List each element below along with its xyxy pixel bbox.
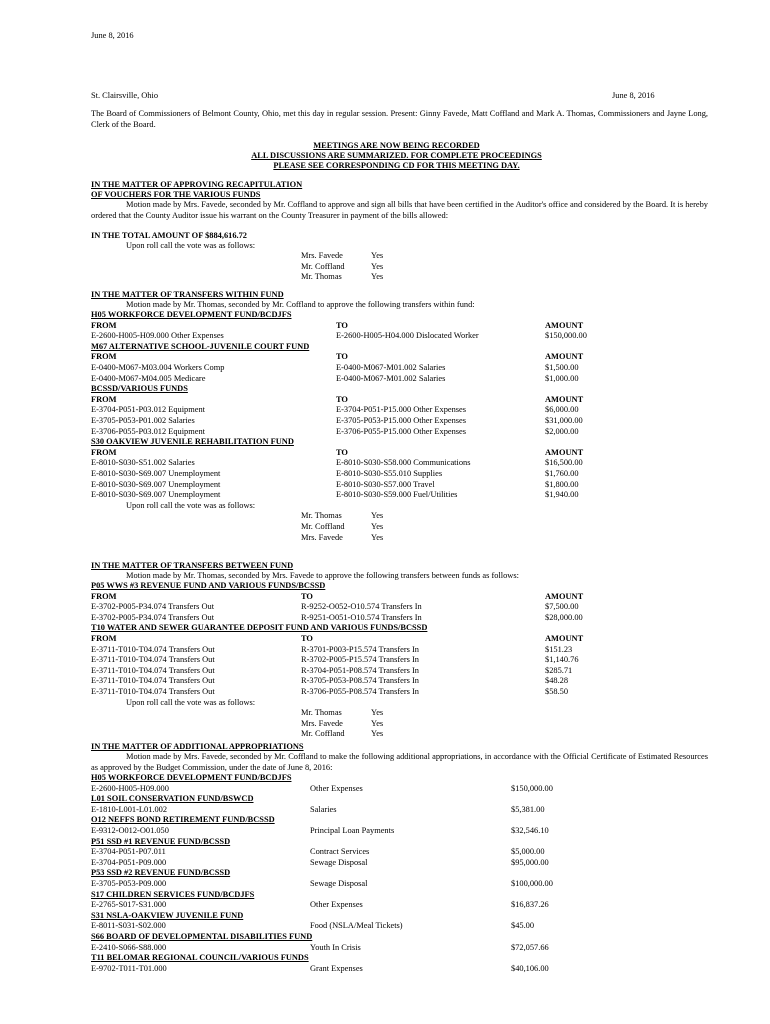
s2-cell: E-3706-P055-P15.000 Other Expenses	[336, 426, 467, 436]
s2-header-cell: FROM	[91, 447, 117, 457]
s3-cell: E-3711-T010-T04.074 Transfers Out	[91, 676, 215, 686]
s1-vote-value: Yes	[371, 261, 384, 271]
s4-cell: $100,000.00	[511, 879, 553, 888]
s2-vote-value: Yes	[371, 511, 384, 521]
s3-cell: E-3702-P005-P34.074 Transfers Out	[91, 602, 215, 612]
s4-cell: E-3704-P051-P07.011	[91, 847, 166, 857]
s3-cell: $1,140.76	[545, 655, 579, 665]
s4-cell: $5,000.00	[511, 847, 545, 857]
s2-column-header	[91, 448, 731, 459]
s1-vote-value: Yes	[371, 251, 384, 260]
s4-table-row	[91, 900, 731, 911]
s3-cell: $58.50	[545, 687, 569, 696]
s4-fund-title: S17 CHILDREN SERVICES FUND/BCDJFS	[91, 889, 255, 899]
s2-motion: Motion made by Mr. Thomas, seconded by Mr. Coffland to approve the following transfers within fund:	[126, 300, 475, 309]
s3-vote-value: Yes	[371, 718, 384, 728]
s3-table-row	[91, 602, 731, 613]
s4-cell: Sewage Disposal	[310, 879, 368, 888]
s1-voter-name: Mrs. Favede	[301, 251, 343, 260]
s4-table-row	[91, 826, 731, 837]
s3-cell: $48.28	[545, 676, 569, 686]
s3-cell: R-3704-P051-P08.574 Transfers In	[301, 665, 419, 675]
s2-cell: E-2600-H005-H09.000 Other Expenses	[91, 331, 224, 341]
s4-cell: $40,106.00	[511, 963, 549, 973]
s2-table-row	[91, 331, 731, 342]
s4-cell: E-2600-H005-H09.000	[91, 783, 169, 793]
s3-cell: E-3702-P005-P34.074 Transfers Out	[91, 612, 215, 622]
s3-cell: R-3706-P055-P08.574 Transfers In	[301, 687, 419, 696]
s4-cell: Salaries	[310, 804, 337, 814]
s2-cell: E-0400-M067-M01.002 Salaries	[336, 373, 446, 383]
s4-cell: Youth In Crisis	[310, 942, 361, 952]
s4-table-row	[91, 847, 731, 858]
s2-column-header	[91, 352, 731, 363]
s4-cell: $72,057.66	[511, 942, 549, 952]
s2-cell: E-8010-S030-S51.002 Salaries	[91, 458, 195, 468]
s3-heading: IN THE MATTER OF TRANSFERS BETWEEN FUND	[91, 561, 294, 570]
intro-paragraph: The Board of Commissioners of Belmont County, Ohio, met this day in regular session. Present: Ginny Favede, Matt Coffland and Mark A. Thomas, Commissioners and Jayne Long, Clerk of the Board.	[91, 109, 708, 129]
s4-fund-title: P51 SSD #1 REVENUE FUND/BCSSD	[91, 836, 231, 846]
running-header-date: June 8, 2016	[91, 31, 134, 40]
s3-column-header	[91, 634, 731, 645]
s2-cell: E-3704-P051-P15.000 Other Expenses	[336, 405, 467, 415]
s4-cell: E-8011-S031-S02.000	[91, 921, 166, 931]
s4-table-row	[91, 921, 731, 932]
s3-voter-name: Mrs. Favede	[301, 718, 343, 728]
s2-cell: E-0400-M067-M04.005 Medicare	[91, 373, 206, 383]
s2-cell: E-3705-P053-P01.002 Salaries	[91, 416, 195, 425]
s4-table-row	[91, 784, 731, 795]
s4-cell: $95,000.00	[511, 857, 549, 867]
s4-fund-title: O12 NEFFS BOND RETIREMENT FUND/BCSSD	[91, 815, 275, 825]
s3-header-cell: FROM	[91, 591, 117, 601]
s3-table-row	[91, 655, 731, 666]
meeting-date: June 8, 2016	[612, 91, 655, 100]
s3-cell: R-3701-P003-P15.574 Transfers In	[301, 644, 419, 654]
s4-cell: E-3704-P051-P09.000	[91, 857, 167, 867]
s2-cell: E-8010-S030-S69.007 Unemployment	[91, 469, 221, 478]
notice-line-1: MEETINGS ARE NOW BEING RECORDED	[313, 141, 480, 150]
s4-fund-title: T11 BELOMAR REGIONAL COUNCIL/VARIOUS FUNDS	[91, 953, 309, 963]
s2-column-header	[91, 395, 731, 406]
s3-cell: $28,000.00	[545, 612, 583, 622]
s2-header-cell: TO	[336, 447, 348, 457]
s2-header-cell: FROM	[91, 394, 117, 404]
s3-cell: E-3711-T010-T04.074 Transfers Out	[91, 665, 215, 675]
s3-cell: $151.23	[545, 644, 573, 654]
s4-cell: $32,546.10	[511, 826, 549, 835]
s2-cell: $1,000.00	[545, 373, 579, 383]
s4-cell: Other Expenses	[310, 783, 363, 793]
s3-column-header	[91, 592, 731, 603]
s3-motion: Motion made by Mr. Thomas, seconded by Mrs. Favede to approve the following transfers between funds as follows:	[126, 571, 519, 580]
s4-cell: Other Expenses	[310, 900, 363, 910]
s2-table-row	[91, 490, 731, 501]
s2-header-cell: AMOUNT	[545, 394, 584, 404]
s3-table-row	[91, 676, 731, 687]
s2-roll-call: Upon roll call the vote was as follows:	[126, 500, 256, 510]
s3-cell: $285.71	[545, 665, 573, 675]
s3-fund-title: T10 WATER AND SEWER GUARANTEE DEPOSIT FUND AND VARIOUS FUNDS/BCSSD	[91, 623, 428, 633]
s2-cell: E-8010-S030-S59.000 Fuel/Utilities	[336, 490, 458, 500]
s4-cell: E-2765-S017-S31.000	[91, 900, 167, 910]
s3-header-cell: AMOUNT	[545, 634, 584, 643]
s2-voter-name: Mr. Coffland	[301, 522, 345, 531]
s4-motion: Motion made by Mrs. Favede, seconded by Mr. Coffland to make the following additional appropriations, in accordance with the Official Certificate of Estimated Resources as approved by the Budget Commission, under the date of June 8, 2016:	[91, 752, 708, 772]
s1-heading: IN THE MATTER OF APPROVING RECAPITULATION	[91, 180, 303, 189]
s4-table-row	[91, 879, 731, 890]
s4-fund-title: S31 NSLA-OAKVIEW JUVENILE FUND	[91, 910, 244, 920]
s4-cell: Principal Loan Payments	[310, 826, 395, 835]
s2-table-row	[91, 416, 731, 427]
s4-cell: $45.00	[511, 921, 535, 931]
s2-cell: E-0400-M067-M03.004 Workers Comp	[91, 363, 225, 372]
s3-cell: E-3711-T010-T04.074 Transfers Out	[91, 687, 215, 696]
s2-cell: $1,500.00	[545, 363, 579, 372]
s3-table-row	[91, 687, 731, 698]
s4-cell: E-2410-S066-S88.000	[91, 942, 167, 952]
s4-table-row	[91, 805, 731, 816]
s2-cell: E-3705-P053-P15.000 Other Expenses	[336, 416, 467, 425]
s4-cell: E-9312-O012-O01.050	[91, 826, 169, 835]
s2-header-cell: AMOUNT	[545, 352, 584, 362]
s4-cell: $5,381.00	[511, 804, 545, 814]
s3-vote-value: Yes	[371, 708, 384, 718]
s2-fund-title: BCSSD/VARIOUS FUNDS	[91, 384, 188, 394]
s4-cell: $150,000.00	[511, 783, 553, 793]
s3-table-row	[91, 613, 731, 624]
s2-table-row	[91, 363, 731, 374]
s4-cell: E-1810-L001-L01.002	[91, 804, 168, 814]
s2-header-cell: AMOUNT	[545, 447, 584, 457]
s4-table-row	[91, 943, 731, 954]
s2-cell: E-8010-S030-S69.007 Unemployment	[91, 490, 221, 500]
s2-header-cell: FROM	[91, 352, 117, 362]
s2-cell: E-8010-S030-S69.007 Unemployment	[91, 479, 221, 489]
s1-roll-call: Upon roll call the vote was as follows:	[126, 241, 256, 250]
s2-table-row	[91, 427, 731, 438]
s4-cell: Sewage Disposal	[310, 857, 368, 867]
s2-header-cell: FROM	[91, 320, 117, 330]
s2-header-cell: AMOUNT	[545, 320, 584, 330]
s2-cell: E-3704-P051-P03.012 Equipment	[91, 405, 205, 415]
s2-cell: $1,940.00	[545, 490, 579, 500]
s2-cell: $16,500.00	[545, 458, 583, 468]
s2-voter-name: Mr. Thomas	[301, 511, 342, 521]
s2-cell: $1,800.00	[545, 479, 579, 489]
s2-cell: E-0400-M067-M01.002 Salaries	[336, 363, 446, 372]
s4-cell: $16,837.26	[511, 900, 549, 910]
s2-cell: E-8010-S030-S55.010 Supplies	[336, 469, 443, 478]
s2-voter-name: Mrs. Favede	[301, 532, 343, 542]
s1-motion: Motion made by Mrs. Favede, seconded by Mr. Coffland to approve and sign all bills that have been certified in the Auditor's office and considered by the Board. It is hereby ordered that the County Auditor issue his warrant on the County Treasurer in payment of the bills allowed:	[91, 200, 708, 220]
s4-cell: Food (NSLA/Meal Tickets)	[310, 921, 403, 931]
s2-fund-title: H05 WORKFORCE DEVELOPMENT FUND/BCDJFS	[91, 310, 292, 319]
s1-heading-2: OF VOUCHERS FOR THE VARIOUS FUNDS	[91, 190, 261, 199]
s2-table-row	[91, 469, 731, 480]
s2-cell: E-8010-S030-S57.000 Travel	[336, 479, 435, 489]
location: St. Clairsville, Ohio	[91, 91, 158, 100]
s4-cell: Contract Services	[310, 847, 370, 857]
s2-heading: IN THE MATTER OF TRANSFERS WITHIN FUND	[91, 290, 284, 299]
s1-vote-value: Yes	[371, 272, 384, 282]
s4-cell: E-3705-P053-P09.000	[91, 879, 167, 888]
s1-voter-name: Mr. Coffland	[301, 261, 345, 271]
s2-cell: E-8010-S030-S58.000 Communications	[336, 458, 471, 468]
s2-header-cell: TO	[336, 394, 348, 404]
s3-header-cell: TO	[301, 634, 313, 643]
s2-cell: $2,000.00	[545, 426, 579, 436]
s4-fund-title: L01 SOIL CONSERVATION FUND/BSWCD	[91, 794, 254, 804]
s3-table-row	[91, 666, 731, 677]
s2-fund-title: S30 OAKVIEW JUVENILE REHABILITATION FUND	[91, 437, 294, 447]
s4-table-row	[91, 964, 731, 975]
s3-cell: R-3705-P053-P08.574 Transfers In	[301, 676, 419, 686]
notice-line-3: PLEASE SEE CORRESPONDING CD FOR THIS MEETING DAY.	[273, 161, 520, 170]
s1-voter-name: Mr. Thomas	[301, 272, 342, 282]
s3-header-cell: TO	[301, 591, 313, 601]
s2-vote-value: Yes	[371, 532, 384, 542]
s4-fund-title: H05 WORKFORCE DEVELOPMENT FUND/BCDJFS	[91, 773, 292, 782]
s2-table-row	[91, 374, 731, 385]
notice-line-2: ALL DISCUSSIONS ARE SUMMARIZED. FOR COMPLETE PROCEEDINGS	[251, 151, 542, 160]
s3-cell: R-9251-O051-O10.574 Transfers In	[301, 612, 422, 622]
s3-roll-call: Upon roll call the vote was as follows:	[126, 697, 256, 707]
s2-header-cell: TO	[336, 352, 348, 362]
s4-cell: Grant Expenses	[310, 963, 363, 973]
s2-cell: $31,000.00	[545, 416, 583, 425]
s4-table-row	[91, 858, 731, 869]
s3-cell: R-9252-O052-O10.574 Transfers In	[301, 602, 422, 612]
s4-heading: IN THE MATTER OF ADDITIONAL APPROPRIATIONS	[91, 742, 304, 751]
s2-cell: E-3706-P055-P03.012 Equipment	[91, 426, 205, 436]
s3-table-row	[91, 645, 731, 656]
s2-vote-value: Yes	[371, 522, 384, 531]
s3-cell: $7,500.00	[545, 602, 579, 612]
s3-vote-value: Yes	[371, 729, 384, 739]
s2-table-row	[91, 405, 731, 416]
s2-cell: E-2600-H005-H04.000 Dislocated Worker	[336, 331, 479, 341]
s3-voter-name: Mr. Coffland	[301, 729, 345, 739]
s4-cell: E-9702-T011-T01.000	[91, 963, 167, 973]
s3-voter-name: Mr. Thomas	[301, 708, 342, 718]
s2-table-row	[91, 458, 731, 469]
s4-fund-title: P53 SSD #2 REVENUE FUND/BCSSD	[91, 868, 231, 878]
s2-header-cell: TO	[336, 320, 348, 330]
s4-fund-title: S66 BOARD OF DEVELOPMENTAL DISABILITIES FUND	[91, 932, 313, 941]
s3-cell: E-3711-T010-T04.074 Transfers Out	[91, 644, 215, 654]
s2-cell: $150,000.00	[545, 331, 587, 341]
s1-total: IN THE TOTAL AMOUNT OF $884,616.72	[91, 231, 247, 240]
s3-header-cell: FROM	[91, 634, 117, 643]
s3-cell: E-3711-T010-T04.074 Transfers Out	[91, 655, 215, 665]
s3-fund-title: P05 WWS #3 REVENUE FUND AND VARIOUS FUNDS/BCSSD	[91, 581, 326, 590]
s2-fund-title: M67 ALTERNATIVE SCHOOL-JUVENILE COURT FUND	[91, 341, 310, 351]
s2-column-header	[91, 321, 731, 332]
s2-cell: $6,000.00	[545, 405, 579, 415]
s3-header-cell: AMOUNT	[545, 591, 584, 601]
s2-cell: $1,760.00	[545, 469, 579, 478]
s2-table-row	[91, 480, 731, 491]
s3-cell: R-3702-P005-P15.574 Transfers In	[301, 655, 419, 665]
